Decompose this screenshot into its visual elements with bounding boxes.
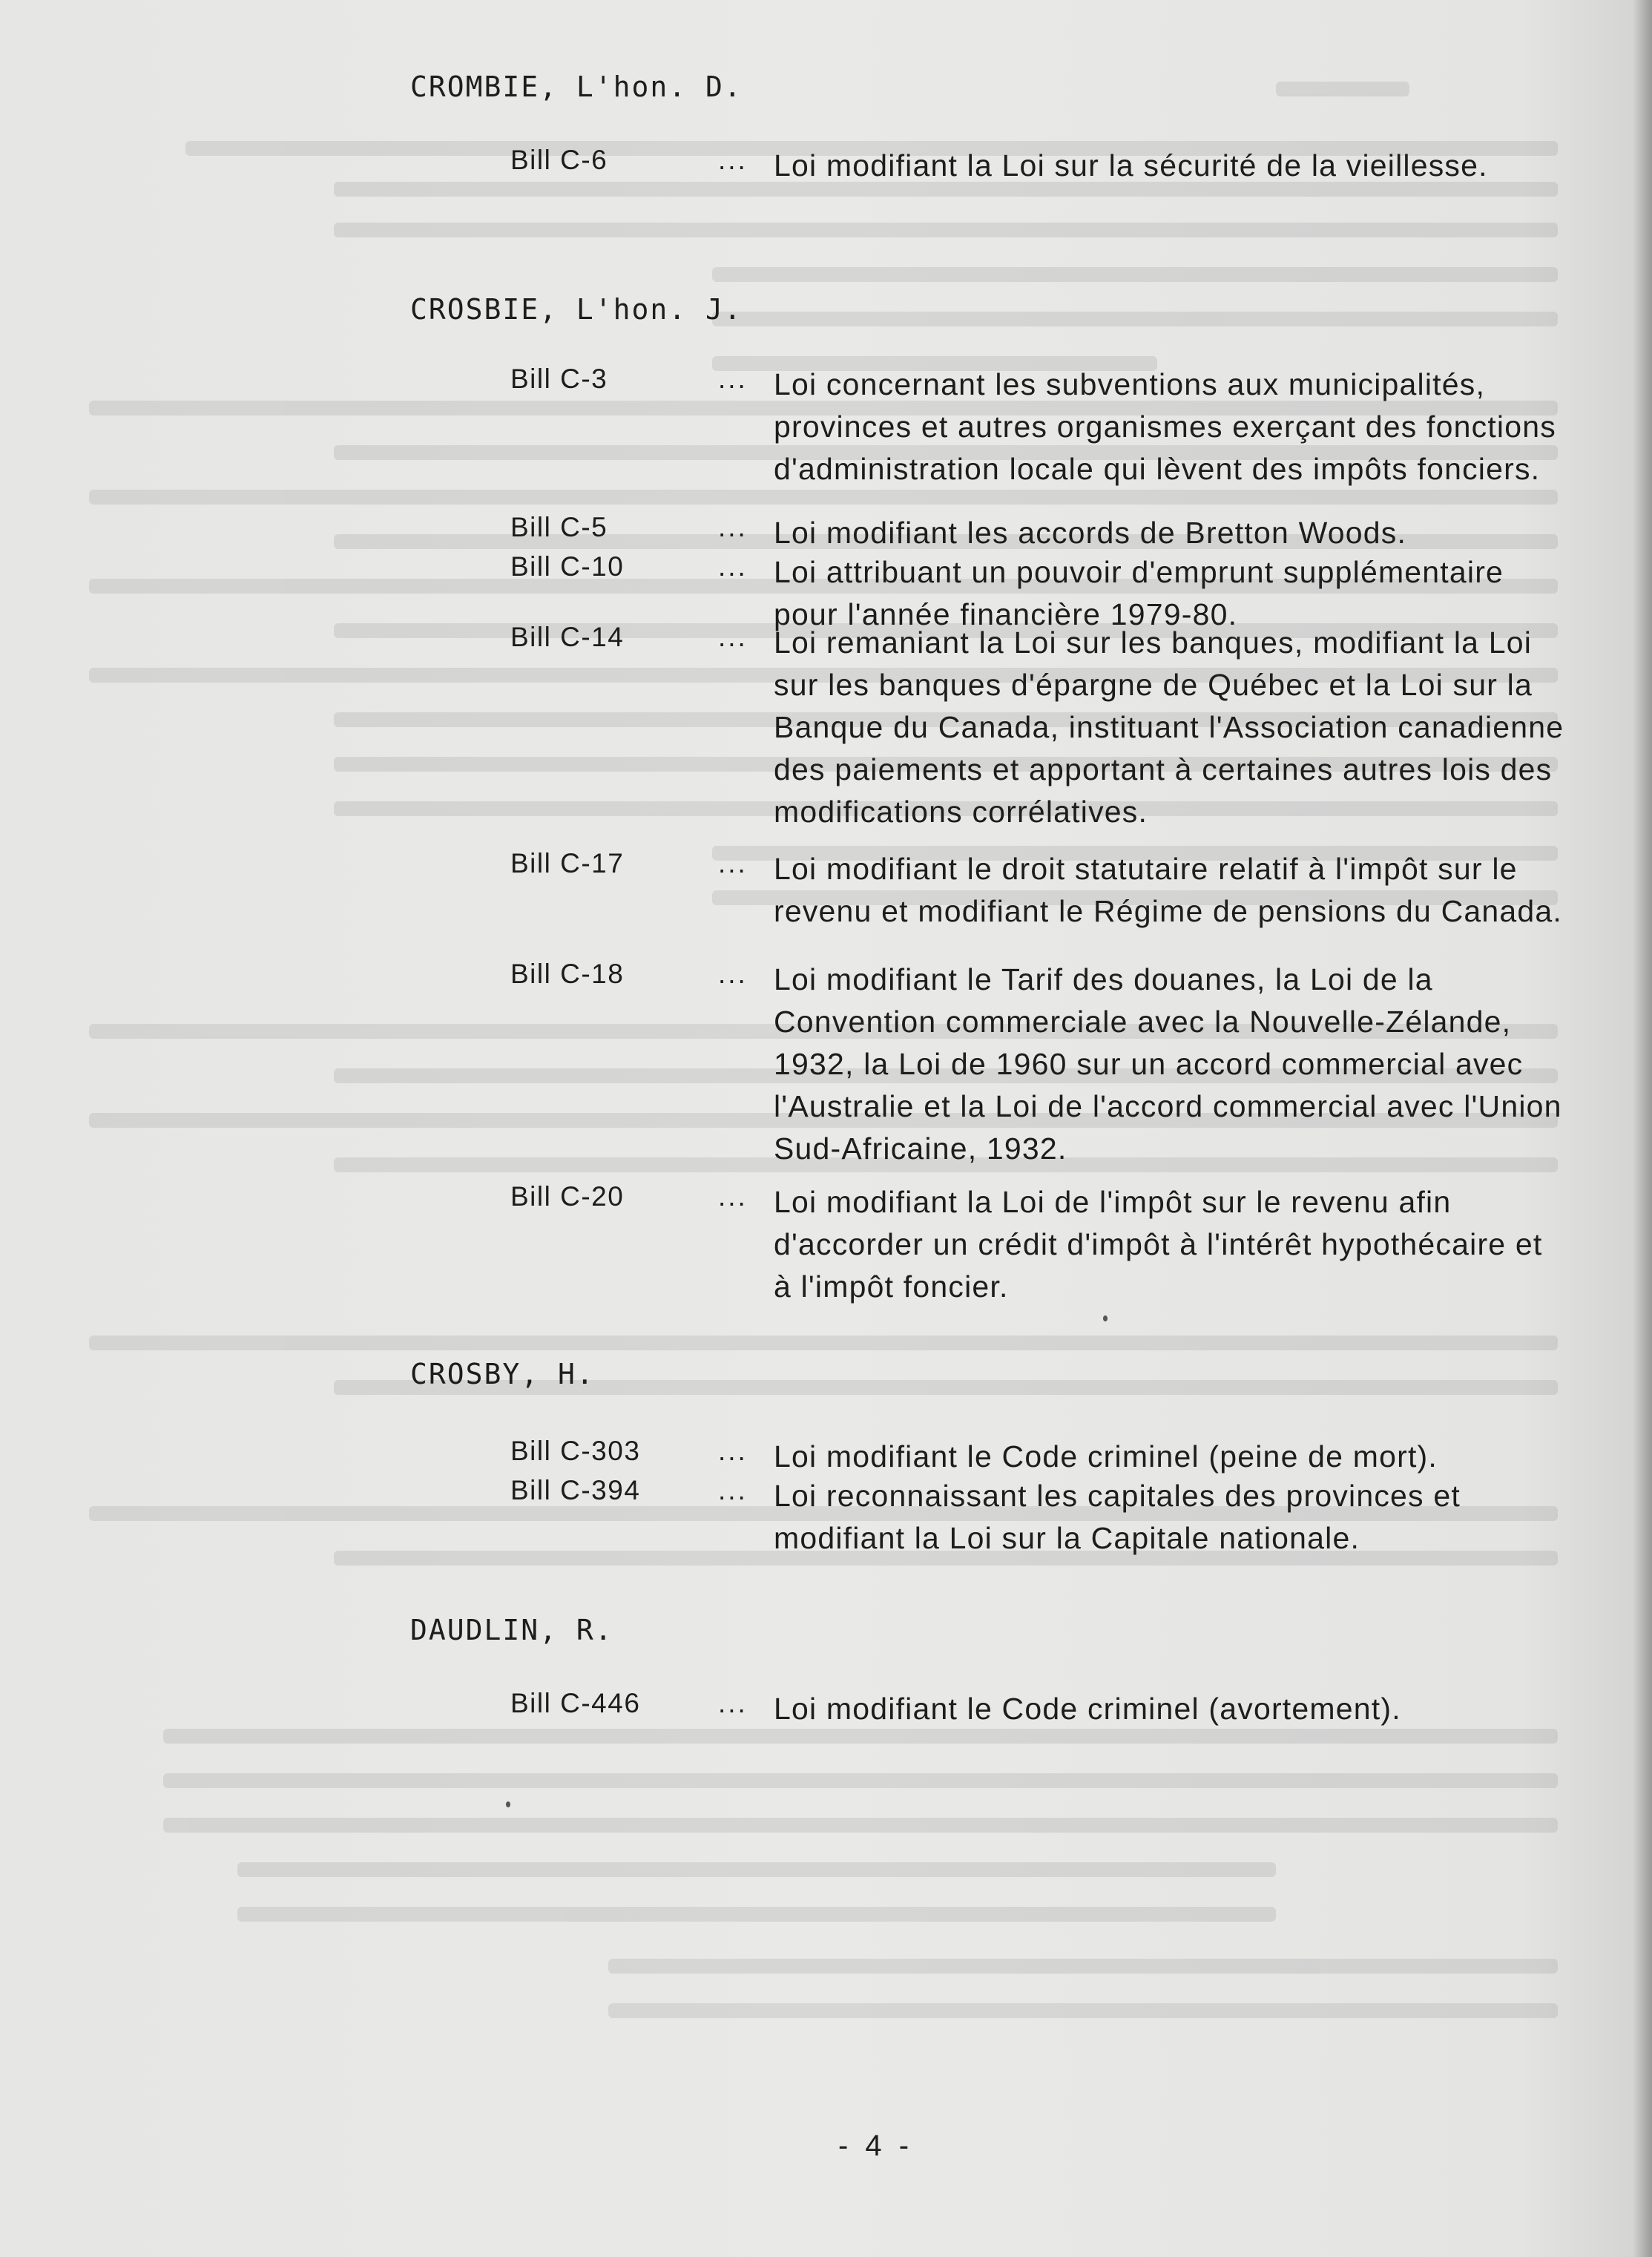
bill-number: Bill C-17: [510, 848, 625, 878]
leader-dots: ...: [718, 848, 748, 878]
leader-dots: ...: [718, 1688, 748, 1718]
scan-speck: [1103, 1315, 1108, 1321]
bill-description: Loi modifiant le Tarif des douanes, la Loi de la Convention commerciale avec la Nouvelle-Zélande, 1932, la Loi de 1960 sur un accord commercial avec l'Australie et la Loi de l'accord commercial avec l'Union Sud-Africaine, 1932.: [774, 962, 1562, 1166]
bill-description: Loi concernant les subventions aux municipalités, provinces et autres organismes exerçant des fonctions d'administration locale qui lèvent des impôts fonciers.: [774, 367, 1556, 486]
page-number: - 4 -: [838, 2129, 914, 2162]
member-name: CROSBY, H.: [410, 1358, 595, 1390]
bill-entry: [510, 551, 1564, 631]
bill-description: Loi modifiant la Loi sur la sécurité de la vieillesse.: [774, 148, 1488, 183]
bill-description: Loi modifiant la Loi de l'impôt sur le revenu afin d'accorder un crédit d'impôt à l'intérêt hypothécaire et à l'impôt foncier.: [774, 1185, 1543, 1304]
bill-entry: [510, 1181, 1564, 1304]
bill-description: Loi modifiant le droit statutaire relatif à l'impôt sur le revenu et modifiant le Régime de pensions du Canada.: [774, 852, 1562, 928]
leader-dots: ...: [718, 1475, 748, 1505]
leader-dots: ...: [718, 551, 748, 582]
bill-number: Bill C-5: [510, 512, 608, 542]
leader-dots: ...: [718, 959, 748, 989]
bill-entry: [510, 145, 1564, 183]
bill-description: Loi reconnaissant les capitales des provinces et modifiant la Loi sur la Capitale nationale.: [774, 1479, 1461, 1555]
bill-entry: [510, 622, 1564, 829]
bill-number: Bill C-14: [510, 622, 625, 652]
bill-description: Loi attribuant un pouvoir d'emprunt supplémentaire pour l'année financière 1979-80.: [774, 555, 1504, 631]
scan-speck: [506, 1801, 510, 1807]
bill-description: Loi modifiant le Code criminel (avortement).: [774, 1692, 1401, 1726]
bill-description: Loi remaniant la Loi sur les banques, modifiant la Loi sur les banques d'épargne de Québec et la Loi sur la Banque du Canada, instituant l'Association canadienne des paiements et apportant à certaines autres lois des modifications corrélatives.: [774, 625, 1564, 829]
member-name: CROSBIE, L'hon. J.: [410, 293, 743, 326]
bill-number: Bill C-20: [510, 1181, 625, 1212]
leader-dots: ...: [718, 512, 748, 542]
leader-dots: ...: [718, 145, 748, 175]
bill-entry: [510, 1475, 1564, 1555]
bill-number: Bill C-394: [510, 1475, 641, 1505]
leader-dots: ...: [718, 1436, 748, 1466]
bill-number: Bill C-3: [510, 364, 608, 394]
leader-dots: ...: [718, 622, 748, 652]
bill-number: Bill C-6: [510, 145, 608, 175]
bill-entry: [510, 512, 1564, 550]
bill-entry: [510, 848, 1564, 928]
bill-description: Loi modifiant les accords de Bretton Woods.: [774, 516, 1407, 550]
page-edge-shadow: [1633, 0, 1652, 2257]
bill-number: Bill C-18: [510, 959, 625, 989]
bill-entry: [510, 1436, 1564, 1474]
member-name: CROMBIE, L'hon. D.: [410, 70, 743, 103]
bill-number: Bill C-303: [510, 1436, 641, 1466]
bill-number: Bill C-446: [510, 1688, 641, 1718]
member-name: DAUDLIN, R.: [410, 1614, 613, 1646]
bill-description: Loi modifiant le Code criminel (peine de mort).: [774, 1439, 1438, 1474]
bill-entry: [510, 959, 1564, 1166]
bill-entry: [510, 1688, 1564, 1726]
leader-dots: ...: [718, 364, 748, 394]
bill-number: Bill C-10: [510, 551, 625, 582]
bill-entry: [510, 364, 1564, 486]
leader-dots: ...: [718, 1181, 748, 1212]
